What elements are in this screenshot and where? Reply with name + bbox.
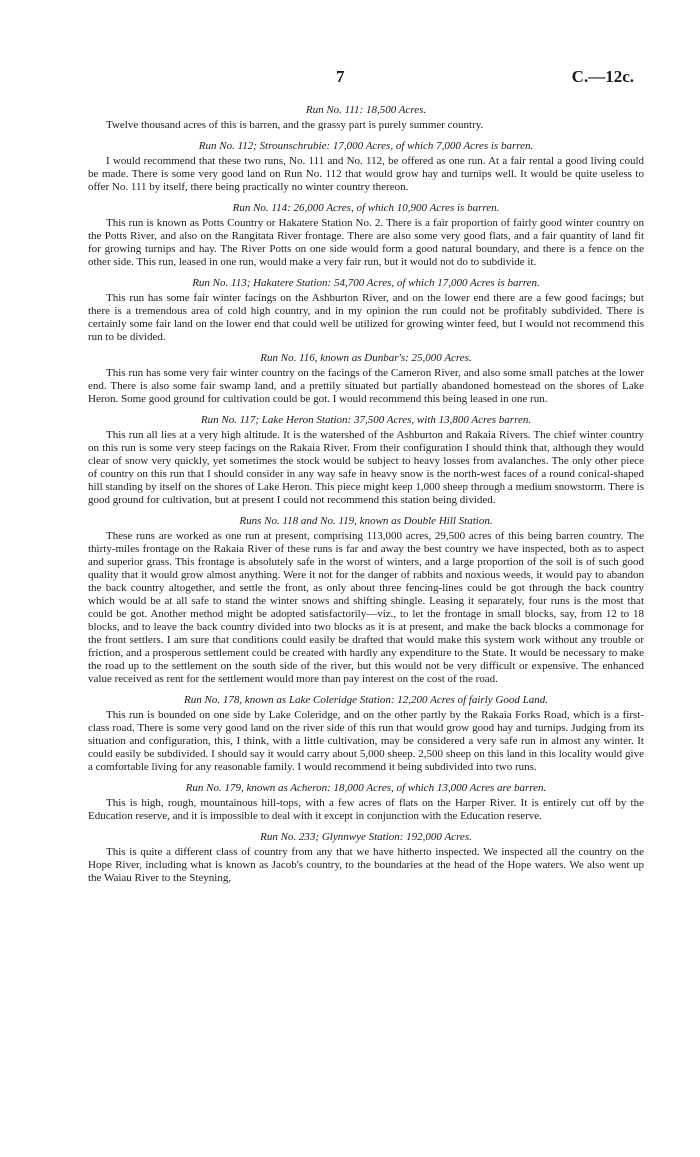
run-paragraph: I would recommend that these two runs, No. 111 and No. 112, be offered as one run. At a fair rental a good living could be made. There is some very good land on Run No. 112 that would grow hay and turnips well. It would be quite useless to offer No. 111 by itself, there being practically no winter country thereon. [88, 155, 644, 193]
run-paragraph: This is high, rough, mountainous hill-tops, with a few acres of flats on the Harper River. It is entirely cut off by the Education reserve, and it is impossible to deal with it except in conjunction with the Education reserve. [88, 797, 644, 822]
run-section [88, 276, 644, 344]
run-paragraph: This is quite a different class of country from any that we have hitherto inspected. We inspected all the country on the Hope River, including what is known as Jacob's country, to the boundaries at the head of the Hope waters. We also went up the Waiau River to the Steyning, [88, 846, 644, 884]
run-heading: Run No. 117; Lake Heron Station: 37,500 Acres, with 13,800 Acres barren. [200, 414, 532, 426]
document-code: C.—12c. [571, 67, 634, 86]
run-heading: Runs No. 118 and No. 119, known as Double Hill Station. [239, 515, 493, 527]
run-heading: Run No. 179, known as Acheron: 18,000 Acres, of which 13,000 Acres are barren. [185, 782, 547, 794]
page-number: 7 [336, 67, 345, 86]
run-heading: Run No. 233; Glynnwye Station: 192,000 Acres. [260, 831, 472, 843]
run-heading: Run No. 114: 26,000 Acres, of which 10,900 Acres is barren. [232, 202, 500, 214]
run-section [88, 201, 644, 269]
run-paragraph: Twelve thousand acres of this is barren, and the grassy part is purely summer country. [106, 119, 484, 131]
run-section [88, 139, 644, 194]
run-paragraph: This run has some very fair winter country on the facings of the Cameron River, and also some small patches at the lower end. There is also some fair swamp land, and a prettily situated but partially abandoned homestead on the shores of Lake Heron. Some good ground for cultivation could be got. I would recommend this being leased in one run. [88, 367, 644, 405]
run-paragraph: This run all lies at a very high altitude. It is the watershed of the Ashburton and Rakaia Rivers. The chief winter country on this run is some very steep facings on the Rakaia River. From their configuration I should think that, although they would clear of snow very quickly, yet sometimes the stock would be subject to heavy losses from avalanches. The only other piece of country on this run that I should consider in any way safe in heavy snow is the north-west faces of a round conical-shaped hill standing by itself on the shores of Lake Heron. This piece might keep 1,000 sheep through a medium snowstorm. There is good ground for cultivation, but at present I could not recommend this station being divided. [88, 429, 644, 506]
run-heading: Run No. 116, known as Dunbar's: 25,000 Acres. [260, 352, 472, 364]
run-heading: Run No. 112; Strounschrubie: 17,000 Acres, of which 7,000 Acres is barren. [198, 140, 534, 152]
run-section [88, 781, 644, 823]
running-head [0, 67, 700, 91]
run-section [88, 514, 644, 686]
run-paragraph: These runs are worked as one run at present, comprising 113,000 acres, 29,500 acres of this being barren country. The thirty-miles frontage on the Rakaia River of these runs is far and away the best country we have inspected, both as to aspect and superior grass. This frontage is absolutely safe in the worst of winters, and a large proportion of the soil is of such good quality that it would grow almost anything. Were it not for the danger of rabbits and noxious weeds, it would pay to abandon the back country altogether, and settle the front, as only about three fencing-lines could be got through the back country which would be at all safe to stand the winter snows and shifting shingle. Leasing it separately, four runs is the most that could be got. Another method might be adopted satisfactorily—viz., to let the frontage in small blocks, say, from 12 to 18 blocks, and to leave the back country divided into two blocks as it is at present, and make the back blocks a commonage for the front settlers. I am sure that conditions could easily be drafted that would make this system work without any trouble or friction, and a prosperous settlement could be created with hardly any expenditure to the State. It would be necessary to make the road up to the settlement on the south side of the river, but this would not be very difficult or expensive. The enhanced value received as rent for the settlement would more than pay interest on the cost of the road. [88, 530, 644, 685]
run-section [88, 413, 644, 507]
report-body [88, 98, 644, 892]
run-paragraph: This run is known as Potts Country or Hakatere Station No. 2. There is a fair proportion of fairly good winter country on the Potts River, and also on the Rangitata River frontage. There are also some very good flats, and a fair quantity of land fit for growing turnips and hay. The River Potts on one side would form a good natural boundary, and there is a fence on the other side. This run, leased in one run, would make a very fair run, but it would not do to subdivide it. [88, 217, 644, 268]
run-paragraph: This run is bounded on one side by Lake Coleridge, and on the other partly by the Rakaia Forks Road, which is a first-class road. There is some very good land on the river side of this run that would grow good hay and turnips. Judging from its situation and configuration, this, I think, with a little cultivation, may be considered a very safe run in almost any winter. It could easily be subdivided. I should say it would carry about 5,000 sheep. 2,500 sheep on this land in this locality would give a comfortable living for any reasonable family. I would recommend it being subdivided into two runs. [88, 709, 644, 773]
run-heading: Run No. 178, known as Lake Coleridge Station: 12,200 Acres of fairly Good Land. [184, 694, 548, 706]
run-section [88, 351, 644, 406]
run-section [88, 830, 644, 885]
run-section [88, 103, 644, 132]
run-heading: Run No. 111: 18,500 Acres. [305, 104, 427, 116]
run-paragraph: This run has some fair winter facings on the Ashburton River, and on the lower end there are a few good facings; but there is a tremendous area of cold high country, and in my opinion the run could not be profitably subdivided. There is certainly some fair land on the lower end that could well be utilized for growing winter feed, but I would not recommend this run to be divided. [88, 292, 644, 343]
run-section [88, 693, 644, 774]
run-heading: Run No. 113; Hakatere Station: 54,700 Acres, of which 17,000 Acres is barren. [192, 277, 540, 289]
